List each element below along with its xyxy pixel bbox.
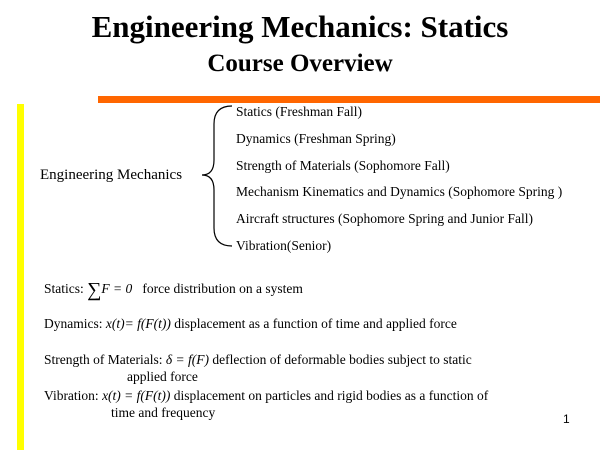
statics-text: force distribution on a system [142, 281, 303, 296]
tree-branch-dynamics: Dynamics (Freshman Spring) [236, 131, 396, 146]
tree-branch-vibration: Vibration(Senior) [236, 238, 332, 253]
dynamics-line [44, 316, 457, 332]
vibration-line [44, 388, 488, 404]
dynamics-formula: x(t)= f(F(t)) [105, 316, 171, 331]
strength-text: deflection of deformable bodies subject to static [212, 352, 472, 367]
strength-line [44, 352, 472, 368]
tree-branch-strength: Strength of Materials (Sophomore Fall) [236, 158, 450, 173]
page-number: 1 [563, 412, 570, 426]
tree-branch-mechanism: Mechanism Kinematics and Dynamics (Sophomore Spring ) [236, 184, 563, 199]
dynamics-label: Dynamics: [44, 316, 103, 331]
tree-root-label: Engineering Mechanics [40, 167, 183, 183]
strength-label: Strength of Materials: [44, 352, 163, 367]
slide-subtitle: Course Overview [207, 50, 393, 77]
statics-line [44, 279, 303, 301]
statics-label: Statics: [44, 281, 84, 296]
sigma-symbol: ∑ [87, 279, 102, 301]
strength-formula: δ = f(F) [165, 352, 209, 367]
tree-branch-aircraft: Aircraft structures (Sophomore Spring and Junior Fall) [236, 211, 533, 226]
dynamics-text: displacement as a function of time and applied force [174, 316, 457, 331]
vibration-text-continued: time and frequency [111, 405, 216, 420]
vibration-label: Vibration: [44, 388, 99, 403]
vibration-text: displacement on particles and rigid bodies as a function of [173, 388, 489, 403]
statics-formula: F = 0 [101, 281, 133, 296]
tree-branch-statics: Statics (Freshman Fall) [236, 104, 362, 119]
vibration-formula: x(t) = f(F(t)) [102, 388, 171, 403]
strength-text-continued: applied force [127, 369, 198, 384]
slide-title: Engineering Mechanics: Statics [91, 9, 509, 44]
